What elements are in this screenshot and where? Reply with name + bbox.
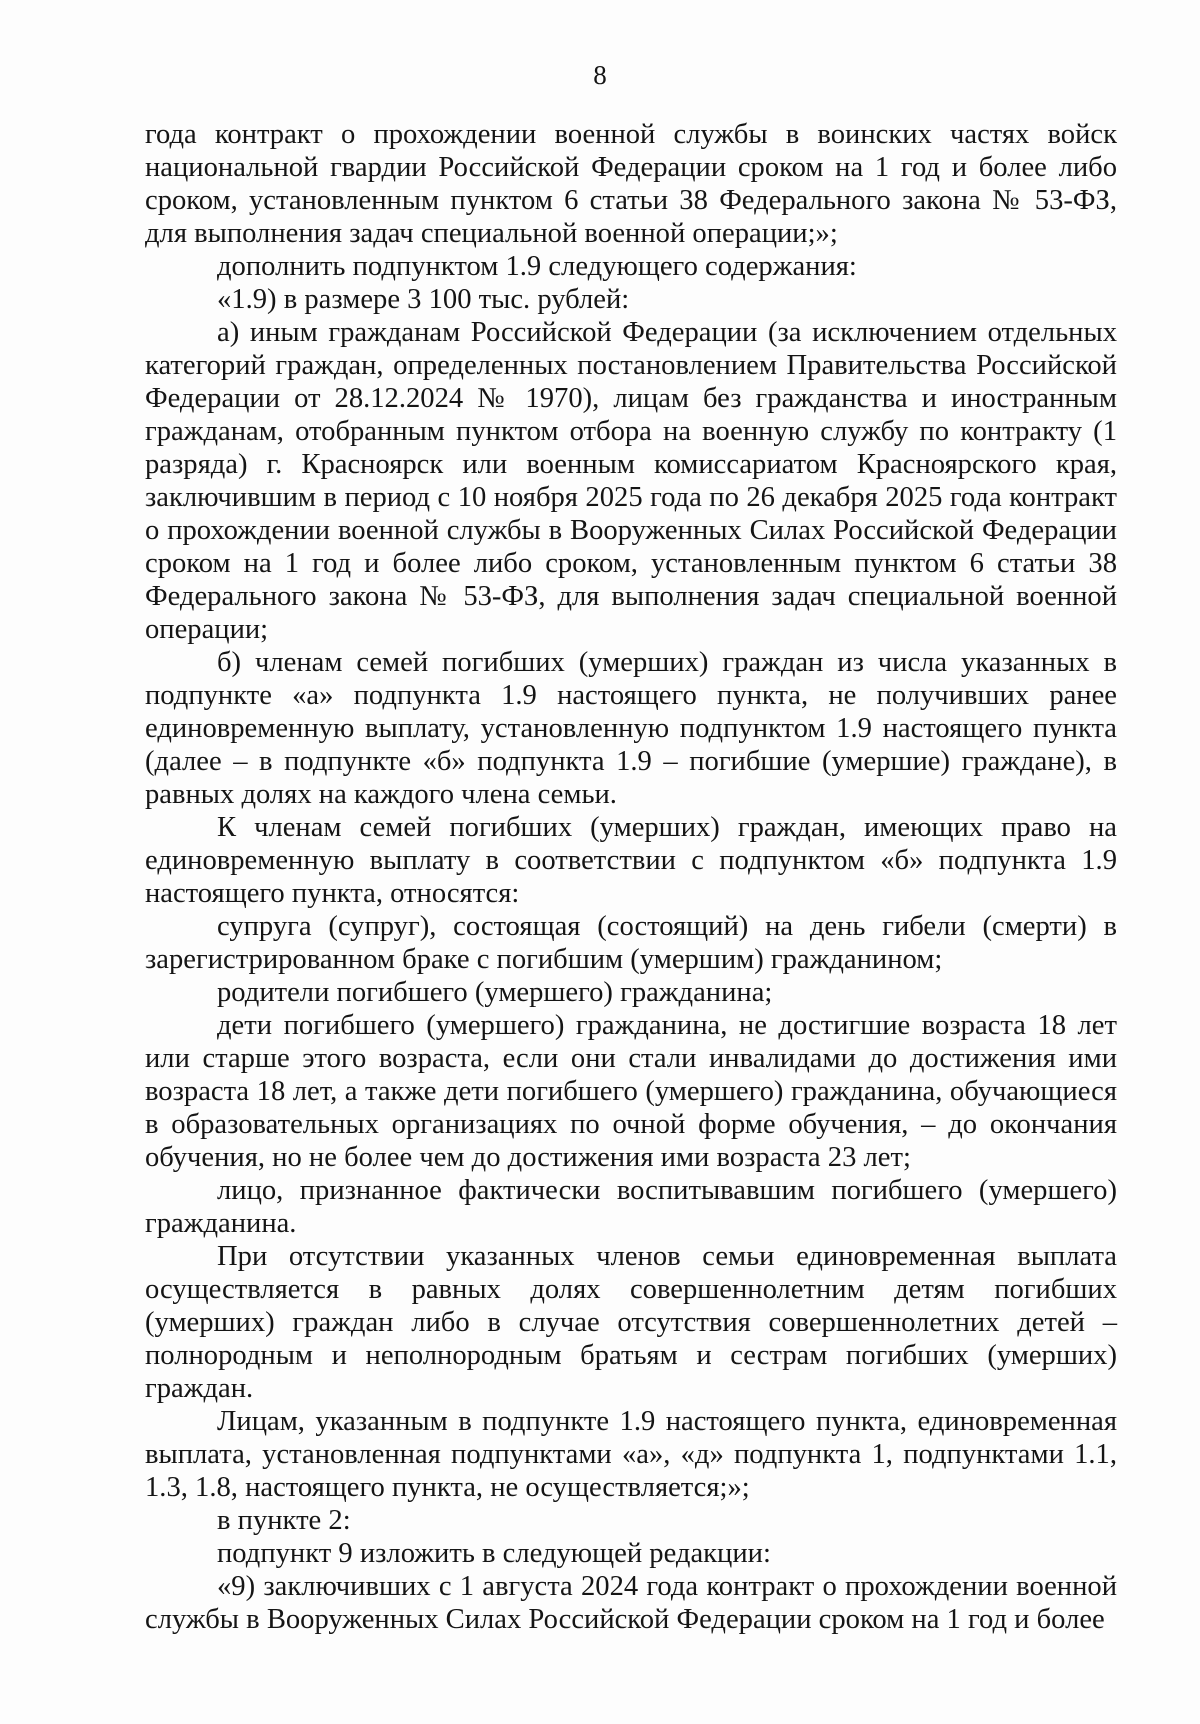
paragraph: а) иным гражданам Российской Федерации (за исключением отдельных категорий граждан, определенных постановлением Правительства Российской Федерации от 28.12.2024 № 1970), лицам без гражданства и иностранным гражданам, отобранным пунктом отбора на военную службу по контракту (1 разряда) г. Красноярск или военным комиссариатом Красноярского края, заключившим в период с 10 ноября 2025 года по 26 декабря 2025 года контракт о прохождении военной службы в Вооруженных Силах Российской Федерации сроком на 1 год и более либо сроком, установленным пунктом 6 статьи 38 Федерального закона № 53-ФЗ, для выполнения задач специальной военной операции; xyxy=(145,317,1117,645)
paragraph: «9) заключивших с 1 августа 2024 года контракт о прохождении военной службы в Вооруженных Силах Российской Федерации сроком на 1 год и более xyxy=(145,1571,1117,1635)
paragraph: К членам семей погибших (умерших) граждан, имеющих право на единовременную выплату в соответствии с подпунктом «б» подпункта 1.9 настоящего пункта, относятся: xyxy=(145,812,1117,909)
paragraph: родители погибшего (умершего) гражданина; xyxy=(217,977,773,1008)
paragraph: подпункт 9 изложить в следующей редакции: xyxy=(217,1538,771,1569)
paragraph: Лицам, указанным в подпункте 1.9 настоящего пункта, единовременная выплата, установленная подпунктами «а», «д» подпункта 1, подпунктами 1.1, 1.3, 1.8, настоящего пункта, не осуществляется;»; xyxy=(145,1406,1117,1503)
paragraph: При отсутствии указанных членов семьи единовременная выплата осуществляется в равных долях совершеннолетним детям погибших (умерших) граждан либо в случае отсутствия совершеннолетних детей – полнородным и неполнородным братьям и сестрам погибших (умерших) граждан. xyxy=(145,1241,1117,1404)
paragraph: супруга (супруг), состоящая (состоящий) на день гибели (смерти) в зарегистрированном браке с погибшим (умершим) гражданином; xyxy=(145,911,1117,975)
document-body xyxy=(145,118,1117,1636)
paragraph: дети погибшего (умершего) гражданина, не достигшие возраста 18 лет или старше этого возраста, если они стали инвалидами до достижения ими возраста 18 лет, а также дети погибшего (умершего) гражданина, обучающиеся в образовательных организациях по очной форме обучения, – до окончания обучения, но не более чем до достижения ими возраста 23 лет; xyxy=(145,1010,1117,1173)
page-number: 8 xyxy=(593,60,607,90)
paragraph: года контракт о прохождении военной службы в воинских частях войск национальной гвардии Российской Федерации сроком на 1 год и более либо сроком, установленным пунктом 6 статьи 38 Федерального закона № 53-ФЗ, для выполнения задач специальной военной операции;»; xyxy=(145,119,1117,249)
paragraph: лицо, признанное фактически воспитывавшим погибшего (умершего) гражданина. xyxy=(145,1175,1117,1239)
paragraph: в пункте 2: xyxy=(217,1505,351,1536)
paragraph: б) членам семей погибших (умерших) граждан из числа указанных в подпункте «а» подпункта 1.9 настоящего пункта, не получивших ранее единовременную выплату, установленную подпунктом 1.9 настоящего пункта (далее – в подпункте «б» подпункта 1.9 – погибшие (умершие) граждане), в равных долях на каждого члена семьи. xyxy=(145,647,1117,810)
paragraph: «1.9) в размере 3 100 тыс. рублей: xyxy=(217,284,630,315)
paragraph: дополнить подпунктом 1.9 следующего содержания: xyxy=(217,251,857,282)
